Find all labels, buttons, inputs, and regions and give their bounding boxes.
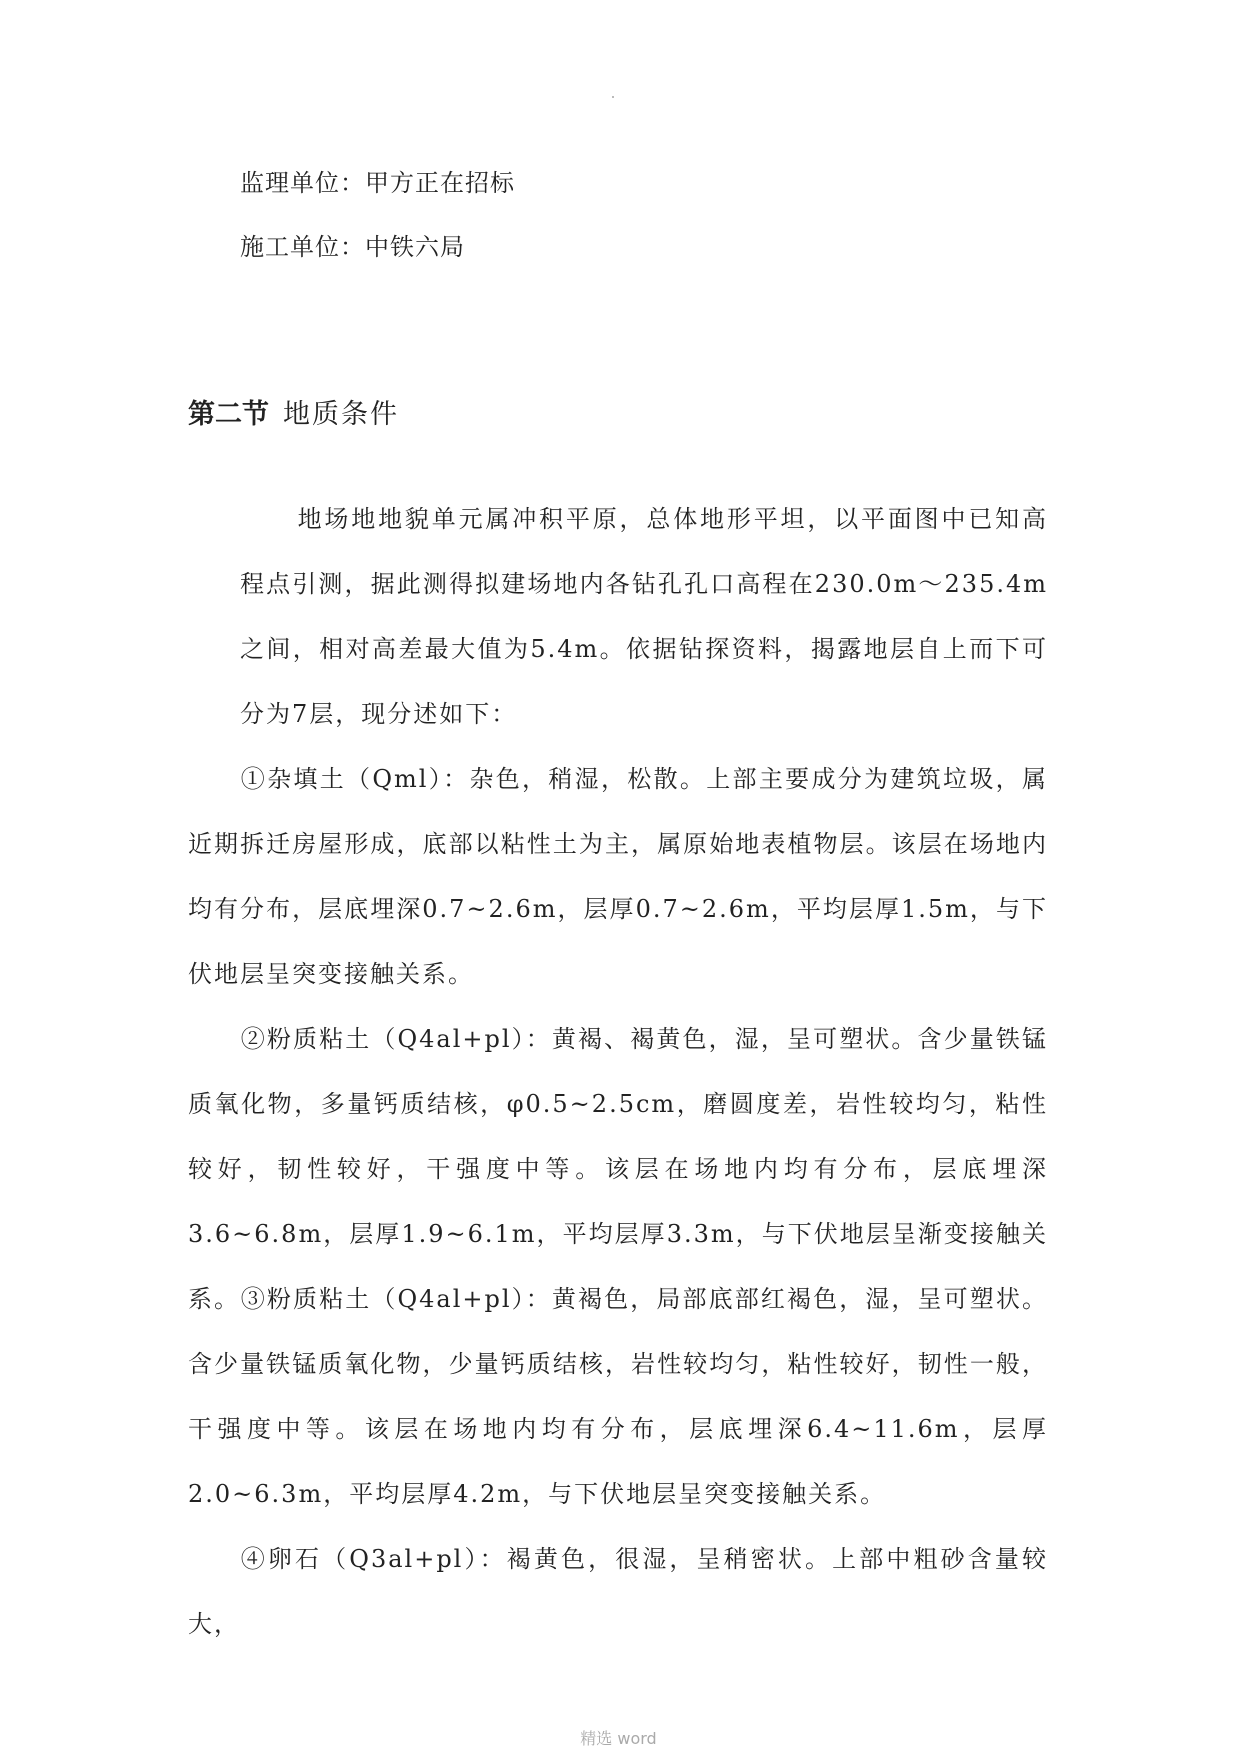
paragraph-layer-3 <box>188 1267 1048 1527</box>
paragraph-text: ②粉质粘土（Q4al+pl）：黄褐、褐黄色，湿，呈可塑状。含少量铁锰质氧化物，多量钙质结核，φ0.5~2.5cm，磨圆度差，岩性较均匀，粘性较好，韧性较好，干强度中等。该层在场地内均有分布，层底埋深3.6~6.8m，层厚1.9~6.1m，平均层厚3.3m，与下伏地层呈渐变接触关系。 <box>188 1025 1048 1313</box>
paragraph-text: ④卵石（Q3al+pl）：褐黄色，很湿，呈稍密状。上部中粗砂含量较大， <box>188 1545 1048 1638</box>
paragraph-text: ③粉质粘土（Q4al+pl）：黄褐色，局部底部红褐色，湿，呈可塑状。含少量铁锰质氧化物，少量钙质结核，岩性较均匀，粘性较好，韧性一般，干强度中等。该层在场地内均有分布，层底埋深6.4~11.6m，层厚2.0~6.3m，平均层厚4.2m，与下伏地层呈突变接触关系。 <box>188 1285 1048 1508</box>
paragraph-text: ①杂填土（Qml）：杂色，稍湿，松散。上部主要成分为建筑垃圾，属近期拆迁房屋形成，底部以粘性土为主，属原始地表植物层。该层在场地内均有分布，层底埋深0.7~2.6m，层厚0.7~2.6m，平均层厚1.5m，与下伏地层呈突变接触关系。 <box>188 765 1048 988</box>
page-footer: 精选 word <box>580 1729 657 1748</box>
section-heading <box>188 398 399 432</box>
paragraph-layer-1 <box>188 747 1048 1007</box>
section-number: 第二节 <box>188 399 269 430</box>
paragraph-intro <box>240 487 1048 747</box>
paragraph-text: 地场地地貌单元属冲积平原，总体地形平坦，以平面图中已知高程点引测，据此测得拟建场地内各钻孔孔口高程在230.0m～235.4m之间，相对高差最大值为5.4m。依据钻探资料，揭露地层自上而下可分为7层，现分述如下： <box>240 505 1048 728</box>
section-title: 地质条件 <box>283 399 399 430</box>
header-dot <box>612 96 614 98</box>
paragraph-layer-4 <box>188 1527 1048 1657</box>
supervisor-line: 监理单位：甲方正在招标 <box>240 169 515 197</box>
contractor-line: 施工单位：中铁六局 <box>240 233 465 261</box>
